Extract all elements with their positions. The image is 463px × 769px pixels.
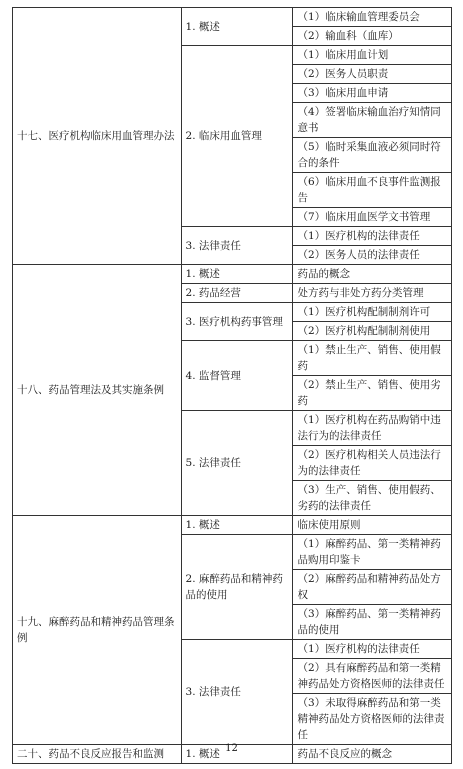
item-cell: （2）医务人员的法律责任	[292, 246, 451, 265]
topic-cell: 4. 监督管理	[181, 341, 292, 411]
topic-cell: 1. 概述	[181, 8, 292, 46]
page-number: 12	[225, 743, 238, 754]
table-row	[13, 265, 452, 284]
table-row	[13, 8, 452, 27]
item-cell: （2）医务人员职责	[292, 65, 451, 84]
item-cell: （3）临床用血申请	[292, 84, 451, 103]
item-cell: 处方药与非处方药分类管理	[292, 284, 451, 303]
item-cell: （3）麻醉药品、第一类精神药品的使用	[292, 605, 451, 640]
item-cell: 临床使用原则	[292, 516, 451, 535]
item-cell: 药品不良反应的概念	[292, 745, 451, 764]
topic-cell: 2. 临床用血管理	[181, 46, 292, 227]
topic-cell: 3. 法律责任	[181, 640, 292, 745]
item-cell: （1）临床输血管理委员会	[292, 8, 451, 27]
item-cell: （1）临床用血计划	[292, 46, 451, 65]
item-cell: （2）输血科（血库）	[292, 27, 451, 46]
topic-cell: 2. 药品经营	[181, 284, 292, 303]
item-cell: （2）禁止生产、销售、使用劣药	[292, 376, 451, 411]
topic-cell: 1. 概述	[181, 745, 292, 764]
section-title: 二十、药品不良反应报告和监测	[13, 745, 182, 764]
item-cell: （1）麻醉药品、第一类精神药品购用印鉴卡	[292, 535, 451, 570]
item-cell: （2）麻醉药品和精神药品处方权	[292, 570, 451, 605]
item-cell: （2）医疗机构配制制剂使用	[292, 322, 451, 341]
topic-cell: 3. 法律责任	[181, 227, 292, 265]
item-cell: （4）签署临床输血治疗知情同意书	[292, 103, 451, 138]
item-cell: （1）医疗机构的法律责任	[292, 640, 451, 659]
item-cell: （2）医疗机构相关人员违法行为的法律责任	[292, 446, 451, 481]
item-cell: （2）具有麻醉药品和第一类精神药品处方资格医师的法律责任	[292, 659, 451, 694]
section-title: 十九、麻醉药品和精神药品管理条例	[13, 516, 182, 745]
item-cell: （1）禁止生产、销售、使用假药	[292, 341, 451, 376]
item-cell: （6）临床用血不良事件监测报告	[292, 173, 451, 208]
item-cell: （1）医疗机构的法律责任	[292, 227, 451, 246]
table-row	[13, 516, 452, 535]
topic-cell: 1. 概述	[181, 516, 292, 535]
item-cell: （1）医疗机构在药品购销中违法行为的法律责任	[292, 411, 451, 446]
section-title: 十八、药品管理法及其实施条例	[13, 265, 182, 516]
syllabus-table	[12, 7, 452, 764]
section-title: 十七、医疗机构临床用血管理办法	[13, 8, 182, 265]
topic-cell: 3. 医疗机构药事管理	[181, 303, 292, 341]
item-cell: （5）临时采集血液必须同时符合的条件	[292, 138, 451, 173]
item-cell: （1）医疗机构配制制剂许可	[292, 303, 451, 322]
item-cell: （3）未取得麻醉药品和第一类精神药品处方资格医师的法律责任	[292, 694, 451, 745]
item-cell: （3）生产、销售、使用假药、劣药的法律责任	[292, 481, 451, 516]
topic-cell: 1. 概述	[181, 265, 292, 284]
item-cell: （7）临床用血医学文书管理	[292, 208, 451, 227]
topic-cell: 2. 麻醉药品和精神药品的使用	[181, 535, 292, 640]
topic-cell: 5. 法律责任	[181, 411, 292, 516]
item-cell: 药品的概念	[292, 265, 451, 284]
